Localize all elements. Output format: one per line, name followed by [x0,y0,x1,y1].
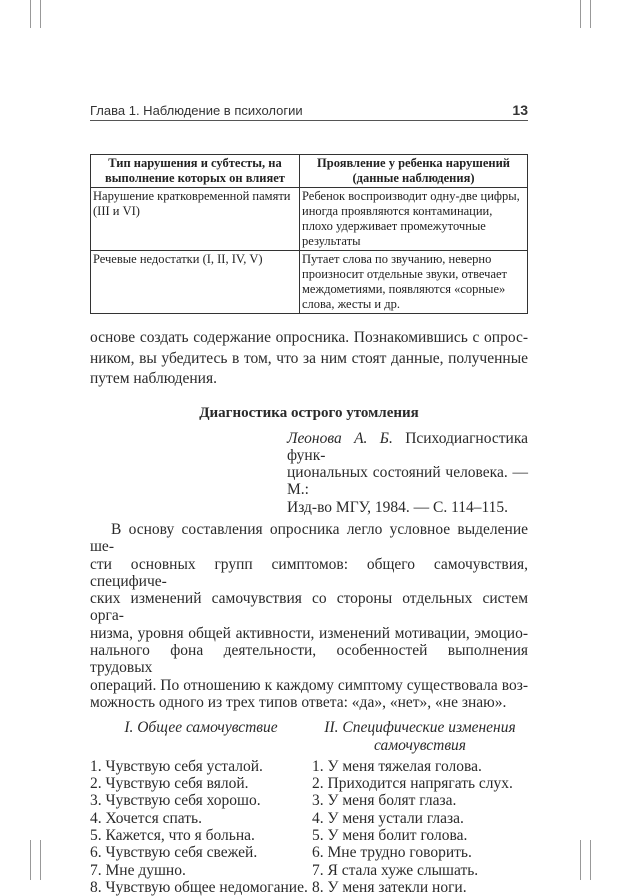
list-item: 7. Я стала хуже слышать. [312,861,479,879]
chapter-title: Глава 1. Наблюдение в психологии [90,103,303,118]
citation-author: Леонова А. Б. [287,429,393,447]
crop-mark [590,840,591,880]
text-line: ником, вы убедитесь в том, что за ним стоят данные, полученные [90,349,528,367]
crop-mark [30,0,31,28]
list-item: 2. Приходится напрягать слух. [312,775,513,793]
list-item: 5. Кажется, что я больна. [90,827,255,845]
text-line: сти основных групп симптомов: общего самочувствия, специфиче- [90,555,528,590]
list-item: 5. У меня болит голова. [312,827,468,845]
list-title: I. Общее самочувствие [124,719,278,737]
list-item: 3. Чувствую себя хорошо. [90,792,261,810]
table-cell: Речевые недостатки (I, II, IV, V) [91,251,300,314]
text-line: ских изменений самочувствия со стороны отдельных систем орга- [90,590,528,625]
text-line: циональных состояний человека. — М.: [287,464,528,499]
list-item: 2. Чувствую себя вялой. [90,775,249,793]
list-item: 8. Чувствую общее недомогание. [90,878,308,896]
crop-mark [580,0,581,28]
table-row [91,188,528,251]
text-line: нального фона деятельности, особенностей выполнения трудовых [90,642,528,677]
list-title-block [312,719,528,754]
symptom-lists [90,719,528,896]
list-item: 6. Мне трудно говорить. [312,844,472,862]
text-line: Изд-во МГУ, 1984. — С. 114–115. [287,498,509,516]
paragraph [90,328,528,390]
text-line: операций. По отношению к каждому симптому существовала воз- [90,676,528,694]
column-header: Проявление у ребенка нарушений (данные наблюдения) [300,155,528,188]
list-item: 1. У меня тяжелая голова. [312,757,482,775]
table-row [91,251,528,314]
text-line: путем наблюдения. [90,370,217,387]
citation [287,430,528,516]
text-line: низма, уровня общей активности, изменений мотивации, эмоцио- [90,624,528,642]
text-line: основе создать содержание опросника. Познакомившись с опрос- [90,329,528,346]
crop-mark [30,840,31,880]
text-line [287,430,528,465]
list-item: 7. Мне душно. [90,861,186,879]
list-title: II. Специфические изменения [324,719,516,737]
column-header: Тип нарушения и субтесты, на выполнение которых он влияет [91,155,300,188]
list-item: 3. У меня болят глаза. [312,792,457,810]
list-item: 1. Чувствую себя усталой. [90,757,263,775]
list-item: 4. У меня устали глаза. [312,809,464,827]
list-item: 6. Чувствую себя свежей. [90,844,258,862]
list-title: самочувствия [373,736,467,754]
impairment-table [90,154,528,314]
list-item: 4. Хочется спать. [90,809,202,827]
crop-mark [40,0,41,28]
crop-mark [590,0,591,28]
table-cell: Ребенок воспроизводит одну-две цифры, иногда проявляются контаминации, плохо удерживает промежуточные результаты [300,188,528,251]
table-cell: Путает слова по звучанию, неверно произносит отдельные звуки, отвечает междометиями, появляются «сорные» слова, жесты и др. [300,251,528,314]
running-header [90,103,528,121]
crop-mark [40,840,41,880]
paragraph [90,521,528,711]
table-header-row [91,155,528,188]
text-line: можность одного из трех типов ответа: «да», «нет», «не знаю». [90,693,507,711]
citation-text: Психодиагностика функ- [287,429,528,464]
page-number: 13 [512,102,528,118]
page-body [90,154,528,896]
text-line: В основу составления опросника легло условное выделение ше- [90,520,528,556]
table-cell: Нарушение кратковременной памяти (III и VI) [91,188,300,251]
list-item: 8. У меня затекли ноги. [312,878,467,896]
section-heading: Диагностика острого утомления [199,404,419,421]
crop-mark [580,840,581,880]
